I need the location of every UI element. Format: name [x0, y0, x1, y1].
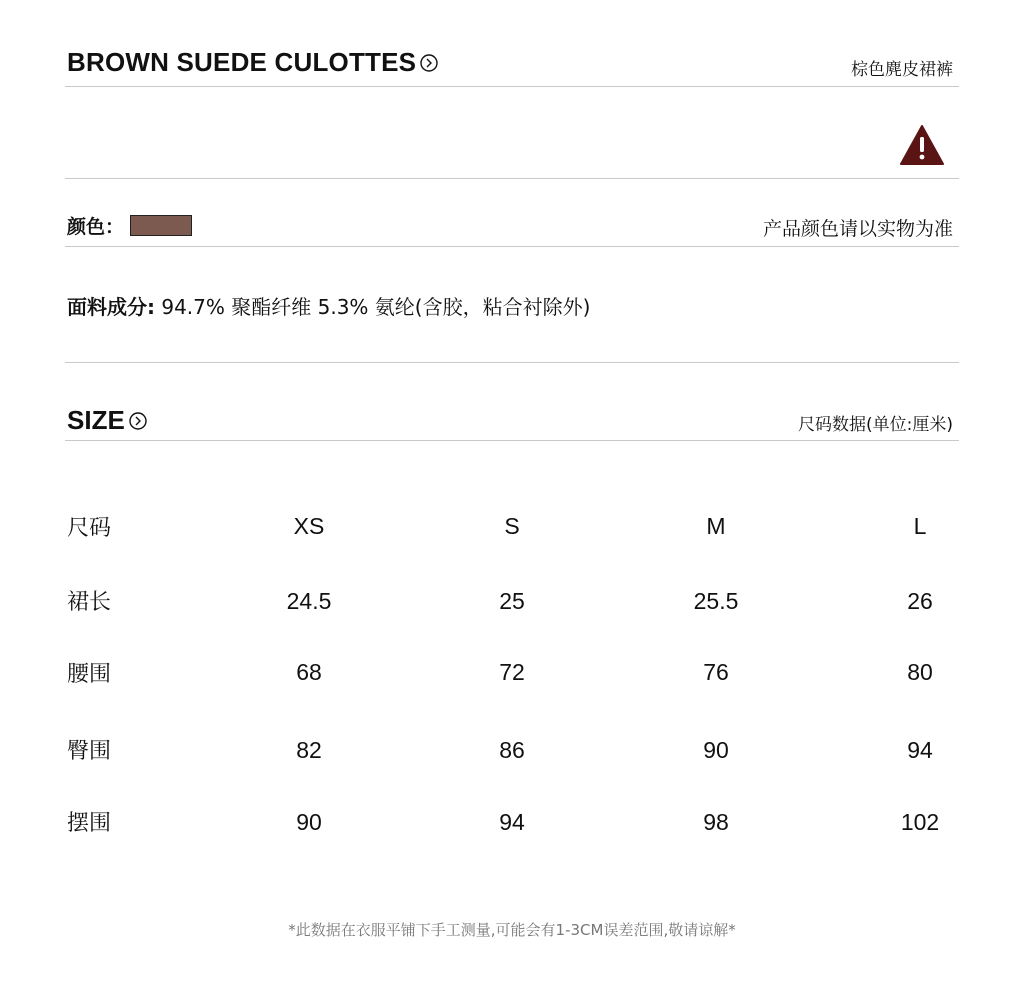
- circle-chevron-right-icon[interactable]: [129, 412, 147, 430]
- table-cell: 25: [499, 588, 525, 614]
- size-title-text: SIZE: [67, 405, 125, 435]
- fabric-composition: [67, 291, 590, 320]
- product-title: [67, 47, 438, 78]
- table-cell: 86: [499, 737, 525, 763]
- table-cell: 94: [499, 809, 525, 835]
- table-cell: 102: [900, 809, 940, 835]
- color-label: 颜色：: [67, 216, 125, 238]
- divider: [65, 178, 959, 179]
- fabric-label: 面料成分:: [67, 295, 155, 319]
- table-cell: 82: [296, 737, 322, 763]
- divider: [65, 440, 959, 441]
- row-label: 摆围: [67, 811, 112, 836]
- divider: [65, 246, 959, 247]
- size-header-xs: XS: [293, 513, 325, 539]
- table-cell: 76: [703, 659, 729, 685]
- size-header-l: L: [913, 513, 927, 539]
- size-unit-note: 尺码数据(单位:厘米): [798, 415, 953, 435]
- measurement-footnote: *此数据在衣服平铺下手工测量,可能会有1-3CM误差范围,敬请谅解*: [288, 921, 736, 939]
- table-cell: 80: [907, 659, 933, 685]
- circle-chevron-right-icon[interactable]: [420, 54, 438, 72]
- table-cell: 25.5: [693, 588, 739, 614]
- row-label: 腰围: [67, 662, 112, 687]
- color-note: 产品颜色请以实物为准: [762, 218, 953, 240]
- table-cell: 72: [499, 659, 525, 685]
- row-label: 臀围: [67, 739, 112, 764]
- table-cell: 26: [907, 588, 933, 614]
- size-header-s: S: [504, 513, 520, 539]
- row-label: 裙长: [67, 590, 112, 615]
- table-cell: 90: [703, 737, 729, 763]
- size-header-label: 尺码: [67, 516, 112, 541]
- divider: [65, 86, 959, 87]
- size-header-m: M: [706, 513, 726, 539]
- divider: [65, 362, 959, 363]
- table-cell: 90: [296, 809, 322, 835]
- fabric-value: 94.7% 聚酯纤维 5.3% 氨纶(含胶，粘合衬除外): [155, 295, 591, 319]
- product-title-text: BROWN SUEDE CULOTTES: [67, 47, 417, 77]
- table-cell: 24.5: [286, 588, 332, 614]
- warning-triangle-icon: [899, 124, 945, 166]
- table-cell: 68: [296, 659, 322, 685]
- table-cell: 94: [907, 737, 933, 763]
- size-section-title: [67, 405, 147, 436]
- product-name-cn: 棕色麂皮裙裤: [851, 60, 953, 80]
- color-swatch: [130, 215, 192, 236]
- table-cell: 98: [703, 809, 729, 835]
- color-field: [67, 212, 192, 239]
